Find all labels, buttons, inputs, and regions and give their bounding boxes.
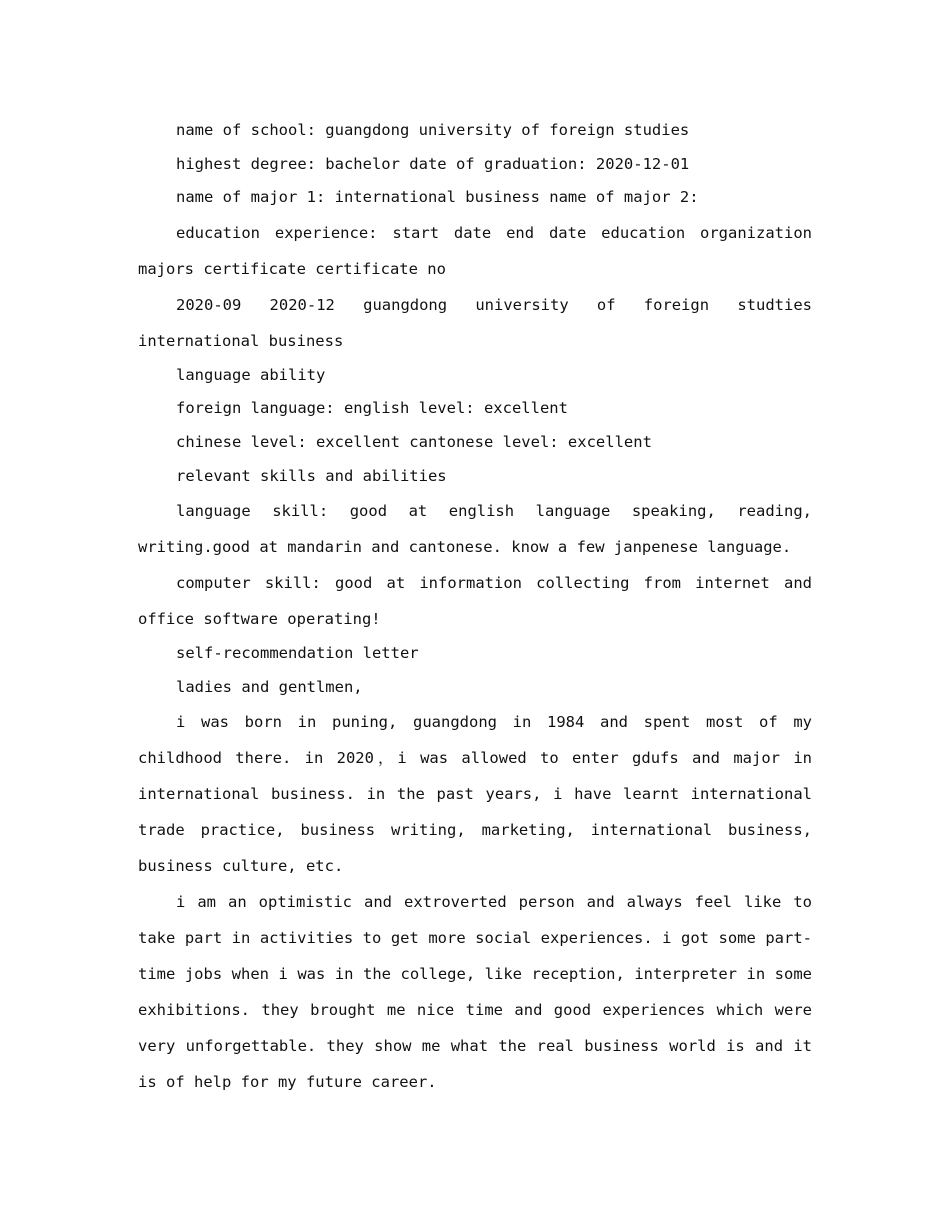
letter-paragraph-background: i was born in puning, guangdong in 1984 and spent most of my childhood there. in 2020，i was allowed to enter gdufs and major in international business. in the past years, i have learnt international trade practice, business writing, marketing, international business, business culture, etc.: [138, 713, 812, 876]
language-ability-heading: language ability: [176, 365, 326, 384]
chinese-level-line: chinese level: excellent cantonese level: excellent: [176, 432, 652, 451]
education-header-paragraph: education experience: start date end date education organization majors certificate certificate no: [138, 223, 812, 278]
language-skill-paragraph: language skill: good at english language speaking, reading, writing.good at mandarin and cantonese. know a few janpenese language.: [138, 502, 812, 557]
education-entry-paragraph: 2020-09 2020-12 guangdong university of foreign studties international business: [138, 295, 812, 350]
letter-salutation: ladies and gentlmen,: [176, 677, 363, 696]
foreign-language-line: foreign language: english level: excellent: [176, 399, 568, 418]
computer-skill-paragraph: computer skill: good at information collecting from internet and office software operating!: [138, 574, 812, 629]
letter-paragraph-personality: i am an optimistic and extroverted person and always feel like to take part in activities to get more social experiences. i got some part-time jobs when i was in the college, like reception, interpreter in some exhibitions. they brought me nice time and good experiences which were very unforgettable. they show me what the real business world is and it is of help for my future career.: [138, 893, 812, 1092]
school-name-line: name of school: guangdong university of foreign studies: [176, 121, 690, 139]
letter-heading: self-recommendation letter: [176, 644, 419, 663]
document-body: [138, 114, 812, 1100]
major-line: name of major 1: international business name of major 2:: [176, 188, 699, 207]
skills-heading: relevant skills and abilities: [176, 466, 447, 485]
degree-line: highest degree: bachelor date of graduation: 2020-12-01: [176, 154, 690, 173]
